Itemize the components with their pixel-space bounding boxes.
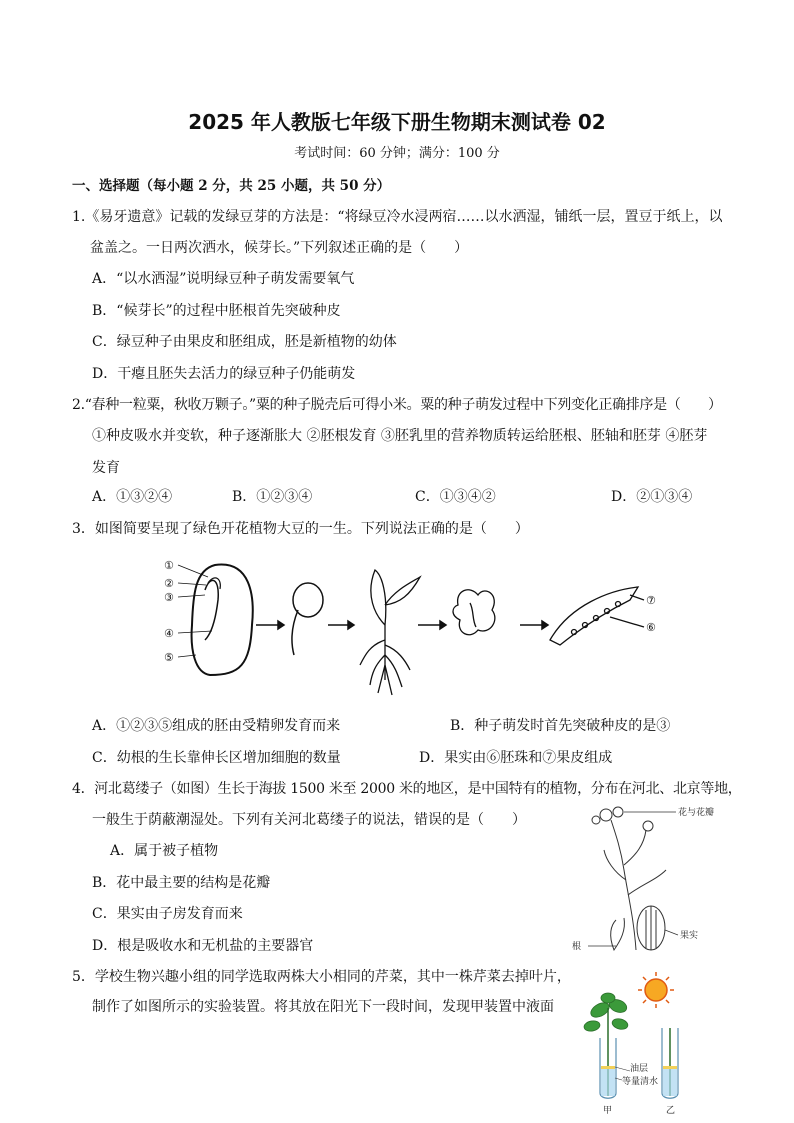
section-title: 一、选择题（每小题 2 分，共 25 小题，共 50 分） xyxy=(72,178,391,194)
label-fruit: 果实 xyxy=(680,931,699,941)
q4-option-d: D．根是吸收水和无机盐的主要器官 xyxy=(92,938,314,954)
caraway-plant-figure xyxy=(566,800,726,960)
q2-option-d: D．②①③④ xyxy=(611,489,693,505)
label-6: ⑥ xyxy=(646,621,656,634)
seedling xyxy=(360,570,420,695)
q1-option-d: D．干瘪且胚失去活力的绿豆种子仍能萌发 xyxy=(92,366,356,382)
q1-stem-line2: 盆盖之。一日两次洒水，候芽长。”下列叙述正确的是（ ） xyxy=(90,240,469,256)
label-3: ③ xyxy=(164,591,174,604)
label-flower: 花与花瓣 xyxy=(678,808,715,818)
exam-info: 考试时间：60 分钟；满分：100 分 xyxy=(294,146,500,161)
label-5: ⑤ xyxy=(164,651,174,664)
q3-option-d: D．果实由⑥胚珠和⑦果皮组成 xyxy=(419,750,613,766)
q1-option-a: A．“以水洒湿”说明绿豆种子萌发需要氧气 xyxy=(92,271,355,287)
germinating-seed xyxy=(292,583,323,655)
q4-option-c: C．果实由子房发育而来 xyxy=(92,906,243,922)
q4-option-b: B．花中最主要的结构是花瓣 xyxy=(92,875,271,891)
arrows xyxy=(256,621,548,629)
q3-option-b: B．种子萌发时首先突破种皮的是③ xyxy=(450,718,671,734)
label-7: ⑦ xyxy=(646,594,656,607)
label-water: 等量清水 xyxy=(622,1077,659,1087)
label-4: ④ xyxy=(164,627,174,640)
q2-stem-line2: ①种皮吸水并变软，种子逐渐胀大 ②胚根发育 ③胚乳里的营养物质转运给胚根、胚轴和胚芽 ④胚芽 xyxy=(92,428,708,444)
q2-option-a: A．①③②④ xyxy=(92,489,173,505)
q5-stem-line2: 制作了如图所示的实验装置。将其放在阳光下一段时间，发现甲装置中液面 xyxy=(92,999,554,1015)
q2-option-b: B．①②③④ xyxy=(232,489,313,505)
q2-stem-line3: 发育 xyxy=(92,460,120,476)
q4-stem-line2: 一般生于荫蔽潮湿处。下列有关河北葛缕子的说法，错误的是（ ） xyxy=(92,812,526,828)
seed-diagram xyxy=(192,565,253,675)
soybean-lifecycle-figure xyxy=(160,555,660,700)
q2-stem-line1: 2.“春种一粒粟，秋收万颗子。”粟的种子脱壳后可得小米。粟的种子萌发过程中下列变化正确排序是（ ） xyxy=(72,397,722,413)
q1-option-c: C．绿豆种子由果皮和胚组成，胚是新植物的幼体 xyxy=(92,334,397,350)
q4-stem-line1: 4．河北葛缕子（如图）生长于海拔 1500 米至 2000 米的地区，是中国特有的植物，分布在河北、北京等地， xyxy=(72,781,742,797)
label-yi: 乙 xyxy=(666,1106,676,1116)
q4-option-a: A．属于被子植物 xyxy=(110,843,219,859)
flower xyxy=(453,590,495,635)
label-1: ① xyxy=(164,559,174,572)
label-root: 根 xyxy=(572,942,582,952)
label-2: ② xyxy=(164,577,174,590)
q3-stem: 3．如图简要呈现了绿色开花植物大豆的一生。下列说法正确的是（ ） xyxy=(72,521,529,537)
label-jia: 甲 xyxy=(603,1106,613,1116)
q1-option-b: B．“候芽长”的过程中胚根首先突破种皮 xyxy=(92,303,341,319)
q2-option-c: C．①③④② xyxy=(415,489,496,505)
sun-icon xyxy=(638,972,674,1008)
label-oil: 油层 xyxy=(630,1064,649,1074)
q3-option-c: C．幼根的生长靠伸长区增加细胞的数量 xyxy=(92,750,341,766)
page-title: 2025 年人教版七年级下册生物期末测试卷 02 xyxy=(188,110,606,134)
q5-stem-line1: 5．学校生物兴趣小组的同学选取两株大小相同的芹菜，其中一株芹菜去掉叶片， xyxy=(72,969,571,985)
leafy-celery xyxy=(583,993,629,1032)
q3-option-a: A．①②③⑤组成的胚由受精卵发育而来 xyxy=(92,718,341,734)
pod xyxy=(550,587,644,645)
celery-experiment-figure xyxy=(570,968,720,1118)
q1-stem-line1: 1.《易牙遗意》记载的发绿豆芽的方法是：“将绿豆冷水浸两宿……以水洒湿，铺纸一层，置豆于纸上，以 xyxy=(72,209,723,225)
